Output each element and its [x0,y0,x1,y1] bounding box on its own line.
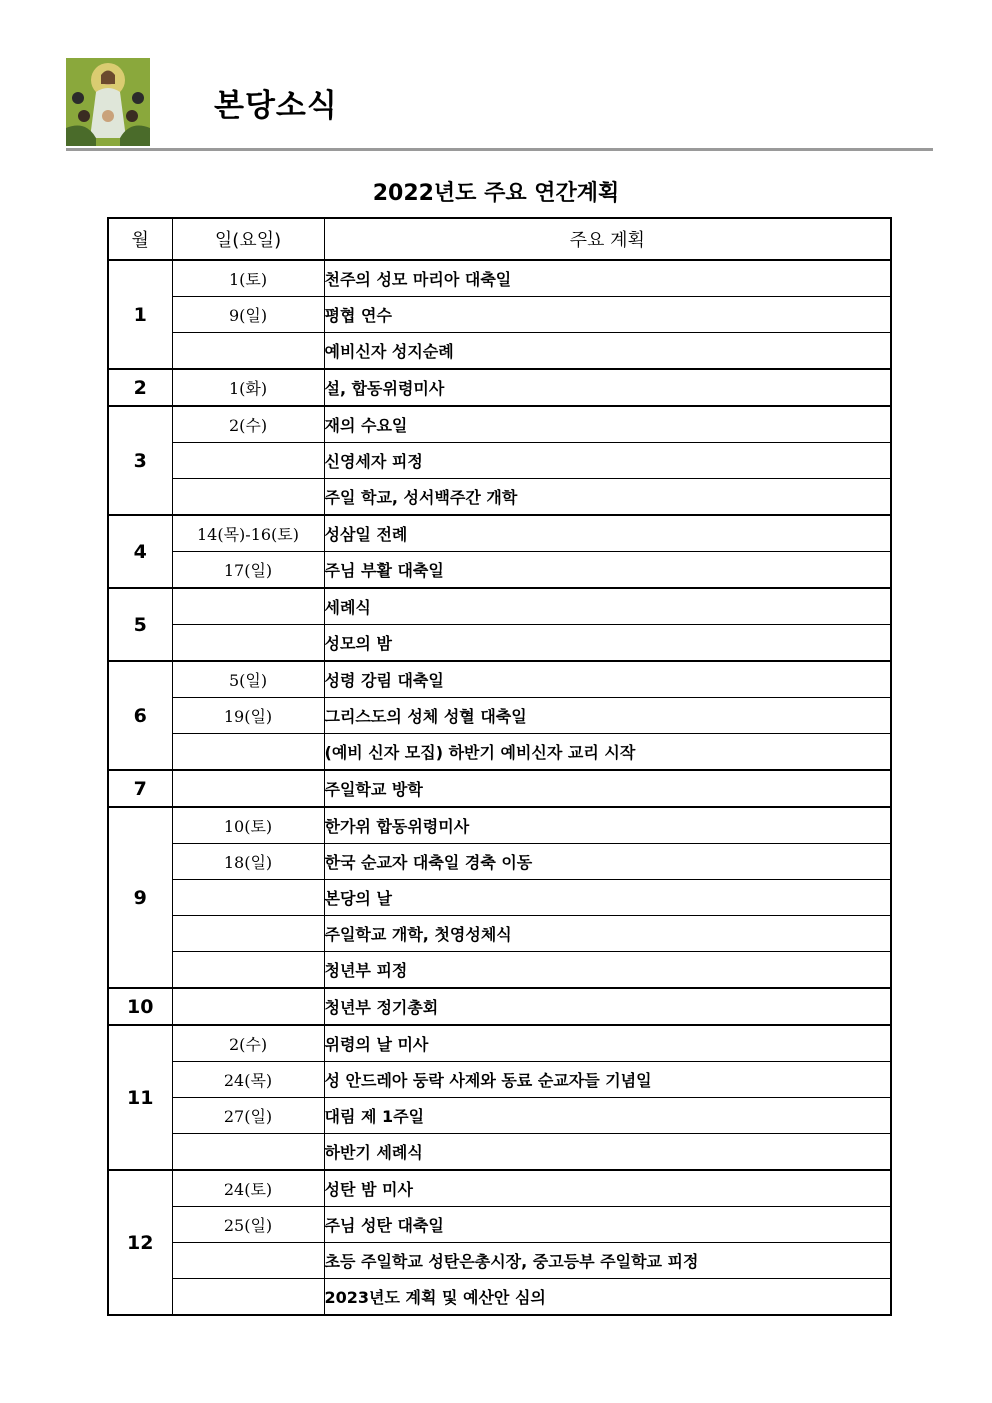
event-cell: 초등 주일학교 성탄은총시장, 중고등부 주일학교 피정 [324,1243,891,1279]
table-row [108,1098,891,1134]
parish-logo [66,58,150,146]
month-cell: 2 [108,369,172,406]
event-cell: 평협 연수 [324,297,891,333]
day-cell: 27(일) [172,1098,324,1134]
event-cell: 주일학교 개학, 첫영성체식 [324,916,891,952]
event-cell: 주일 학교, 성서백주간 개학 [324,479,891,516]
table-body [108,260,891,1315]
event-cell: 설, 합동위령미사 [324,369,891,406]
day-cell [172,952,324,989]
event-cell: 한가위 합동위령미사 [324,807,891,844]
event-cell: 주일학교 방학 [324,770,891,807]
table-row [108,1025,891,1062]
event-cell: 신영세자 피정 [324,443,891,479]
event-cell: 성모의 밤 [324,625,891,662]
day-cell [172,734,324,771]
month-cell: 10 [108,988,172,1025]
event-cell: 청년부 정기총회 [324,988,891,1025]
day-cell: 24(토) [172,1170,324,1207]
month-cell: 4 [108,515,172,588]
day-cell: 14(목)-16(토) [172,515,324,552]
table-row [108,698,891,734]
table-row [108,625,891,662]
day-cell: 18(일) [172,844,324,880]
header-divider [66,148,933,151]
table-row [108,333,891,370]
day-cell [172,1134,324,1171]
table-row [108,588,891,625]
event-cell: 성 안드레아 둥락 사제와 동료 순교자들 기념일 [324,1062,891,1098]
table-row [108,1279,891,1316]
day-cell [172,333,324,370]
event-cell: 주님 성탄 대축일 [324,1207,891,1243]
month-cell: 12 [108,1170,172,1315]
table-row [108,260,891,297]
day-cell: 2(수) [172,1025,324,1062]
table-row [108,661,891,698]
column-header-plan: 주요 계획 [324,218,891,260]
day-cell [172,479,324,516]
event-cell: 천주의 성모 마리아 대축일 [324,260,891,297]
table-row [108,552,891,589]
month-cell: 11 [108,1025,172,1170]
event-cell: 2023년도 계획 및 예산안 심의 [324,1279,891,1316]
day-cell: 25(일) [172,1207,324,1243]
event-cell: (예비 신자 모집) 하반기 예비신자 교리 시작 [324,734,891,771]
day-cell [172,588,324,625]
table-row [108,988,891,1025]
event-cell: 대림 제 1주일 [324,1098,891,1134]
day-cell: 24(목) [172,1062,324,1098]
event-cell: 세례식 [324,588,891,625]
month-cell: 5 [108,588,172,661]
day-cell: 5(일) [172,661,324,698]
day-cell: 19(일) [172,698,324,734]
day-cell: 10(토) [172,807,324,844]
day-cell [172,880,324,916]
table-header-row [108,218,891,260]
table-row [108,1062,891,1098]
event-cell: 성삼일 전례 [324,515,891,552]
table-row [108,479,891,516]
event-cell: 본당의 날 [324,880,891,916]
jesus-with-disciples-icon [66,58,150,146]
month-cell: 3 [108,406,172,515]
event-cell: 그리스도의 성체 성혈 대축일 [324,698,891,734]
day-cell [172,1279,324,1316]
annual-plan-table [107,217,892,1316]
column-header-month: 월 [108,218,172,260]
table-row [108,406,891,443]
table-row [108,443,891,479]
day-cell: 2(수) [172,406,324,443]
event-cell: 하반기 세례식 [324,1134,891,1171]
day-cell [172,1243,324,1279]
day-cell: 1(토) [172,260,324,297]
day-cell [172,988,324,1025]
table-row [108,807,891,844]
event-cell: 위령의 날 미사 [324,1025,891,1062]
table-row [108,880,891,916]
event-cell: 예비신자 성지순례 [324,333,891,370]
table-row [108,515,891,552]
month-cell: 1 [108,260,172,369]
day-cell: 9(일) [172,297,324,333]
table-row [108,844,891,880]
table-row [108,297,891,333]
column-header-day: 일(요일) [172,218,324,260]
event-cell: 재의 수요일 [324,406,891,443]
day-cell [172,916,324,952]
table-row [108,1243,891,1279]
event-cell: 성령 강림 대축일 [324,661,891,698]
day-cell: 17(일) [172,552,324,589]
table-row [108,1170,891,1207]
event-cell: 주님 부활 대축일 [324,552,891,589]
table-row [108,916,891,952]
page-title: 2022년도 주요 연간계획 [372,181,620,206]
event-cell: 청년부 피정 [324,952,891,989]
day-cell [172,770,324,807]
table-row [108,734,891,771]
day-cell: 1(화) [172,369,324,406]
table-row [108,952,891,989]
event-cell: 성탄 밤 미사 [324,1170,891,1207]
table-row [108,1207,891,1243]
month-cell: 6 [108,661,172,770]
section-title: 본당소식 [214,88,338,124]
event-cell: 한국 순교자 대축일 경축 이동 [324,844,891,880]
table-row [108,770,891,807]
day-cell [172,443,324,479]
month-cell: 9 [108,807,172,988]
day-cell [172,625,324,662]
table-row [108,1134,891,1171]
month-cell: 7 [108,770,172,807]
table-row [108,369,891,406]
